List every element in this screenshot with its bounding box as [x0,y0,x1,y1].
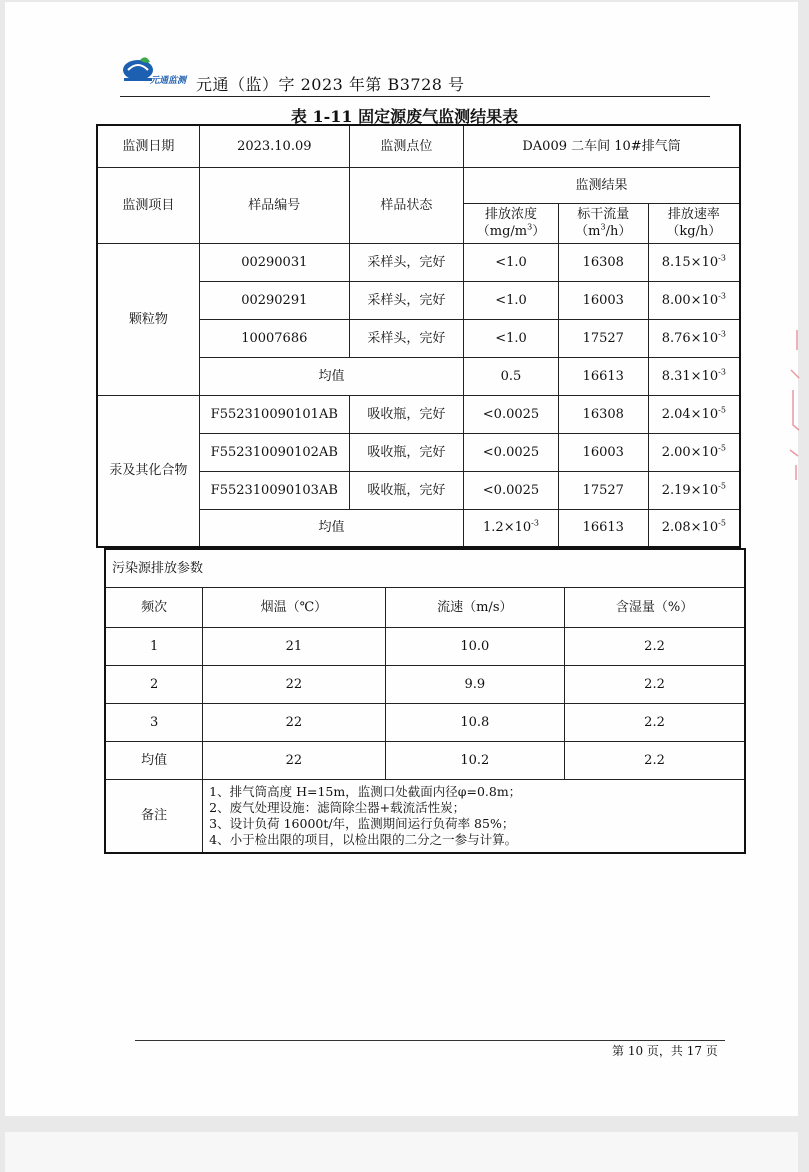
conc-value: <0.0025 [464,471,559,509]
site-value: DA009 二车间 10#排气筒 [464,125,740,167]
conc-value: <1.0 [464,243,559,281]
params-cell: 21 [203,627,385,665]
footer-rule [135,1040,725,1041]
params-cell: 22 [203,703,385,741]
logo-text: 元通监测 [150,76,187,86]
note-line: 1、排气筒高度 H=15m，监测口处截面内径φ=0.8m； [209,783,522,799]
rate-value: $8.31\times 10^{-3}$ [648,357,740,395]
params-cell: 9.9 [385,665,564,703]
conc-header: 排放浓度 $(mg/m^3)$ [464,203,559,243]
params-cell: 22 [203,741,385,779]
sample-id-header: 样品编号 [199,167,349,243]
sample-state: 吸收瓶，完好 [349,433,463,471]
table-row [105,665,745,703]
rate-value: $8.15\times 10^{-3}$ [648,243,740,281]
note-line: 3、设计负荷 16000t/年，监测期间运行负荷率 85%； [209,815,515,831]
table-row [105,741,745,779]
params-header: 含湿量（%） [565,587,745,627]
params-cell: 均值 [105,741,203,779]
table-row [105,703,745,741]
conc-value: <1.0 [464,319,559,357]
params-header: 烟温（℃） [203,587,385,627]
next-page-edge [5,1132,798,1172]
company-logo [120,56,200,92]
flow-value: 16308 [558,243,648,281]
flow-value: 16003 [558,433,648,471]
conc-value: <1.0 [464,281,559,319]
average-label: 均值 [199,357,463,395]
rate-value: $8.00\times 10^{-3}$ [648,281,740,319]
document-number: 元通（监）字 2023 年第 B3728 号 [196,75,465,94]
sample-id: 00290291 [199,281,349,319]
group-name: 汞及其化合物 [97,395,199,547]
rate-value: $2.08\times 10^{-5}$ [648,509,740,547]
flow-value: 16003 [558,281,648,319]
table-row [97,243,740,281]
table-row [105,627,745,665]
sample-state-header: 样品状态 [349,167,463,243]
rate-value: $2.04\times 10^{-5}$ [648,395,740,433]
emission-params-table [104,548,746,854]
params-cell: 3 [105,703,203,741]
sample-state: 采样头，完好 [349,243,463,281]
params-cell: 10.0 [385,627,564,665]
rate-value: $2.19\times 10^{-5}$ [648,471,740,509]
results-table [96,124,741,548]
flow-value: 17527 [558,319,648,357]
results-header: 监测结果 [464,167,740,203]
params-title: 污染源排放参数 [105,549,745,587]
rate-header: 排放速率 （kg/h） [648,203,740,243]
sample-id: 10007686 [199,319,349,357]
notes-content [203,779,745,853]
sample-id: F552310090102AB [199,433,349,471]
group-name: 颗粒物 [97,243,199,395]
params-cell: 1 [105,627,203,665]
params-cell: 2.2 [565,741,745,779]
conc-value: $1.2\times 10^{-3}$ [464,509,559,547]
item-header: 监测项目 [97,167,199,243]
note-line: 4、小于检出限的项目，以检出限的二分之一参与计算。 [209,831,518,847]
sample-state: 采样头，完好 [349,281,463,319]
sample-id: F552310090101AB [199,395,349,433]
date-label: 监测日期 [97,125,199,167]
red-stamp-edge [787,330,801,480]
sample-state: 采样头，完好 [349,319,463,357]
flow-header: 标干流量 $(m^3/h)$ [558,203,648,243]
page-header [120,56,710,97]
date-value: 2023.10.09 [199,125,349,167]
page-number: 第 10 页，共 17 页 [612,1044,718,1058]
sample-id: 00290031 [199,243,349,281]
params-cell: 10.8 [385,703,564,741]
flow-value: 16613 [558,509,648,547]
params-cell: 10.2 [385,741,564,779]
flow-value: 16613 [558,357,648,395]
table-row [97,395,740,433]
conc-value: 0.5 [464,357,559,395]
sample-id: F552310090103AB [199,471,349,509]
flow-value: 16308 [558,395,648,433]
conc-value: <0.0025 [464,433,559,471]
table-title: 表 1-11 固定源废气监测结果表 [290,107,519,126]
params-header: 频次 [105,587,203,627]
notes-label: 备注 [105,779,203,853]
params-header: 流速（m/s） [385,587,564,627]
params-cell: 2.2 [565,627,745,665]
params-cell: 2.2 [565,665,745,703]
rate-value: $2.00\times 10^{-5}$ [648,433,740,471]
note-line: 2、废气处理设施：滤筒除尘器+载流活性炭； [209,799,466,815]
params-cell: 22 [203,665,385,703]
conc-value: <0.0025 [464,395,559,433]
params-cell: 2 [105,665,203,703]
average-label: 均值 [199,509,463,547]
rate-value: $8.76\times 10^{-3}$ [648,319,740,357]
sample-state: 吸收瓶，完好 [349,395,463,433]
sample-state: 吸收瓶，完好 [349,471,463,509]
site-label: 监测点位 [349,125,463,167]
flow-value: 17527 [558,471,648,509]
params-cell: 2.2 [565,703,745,741]
